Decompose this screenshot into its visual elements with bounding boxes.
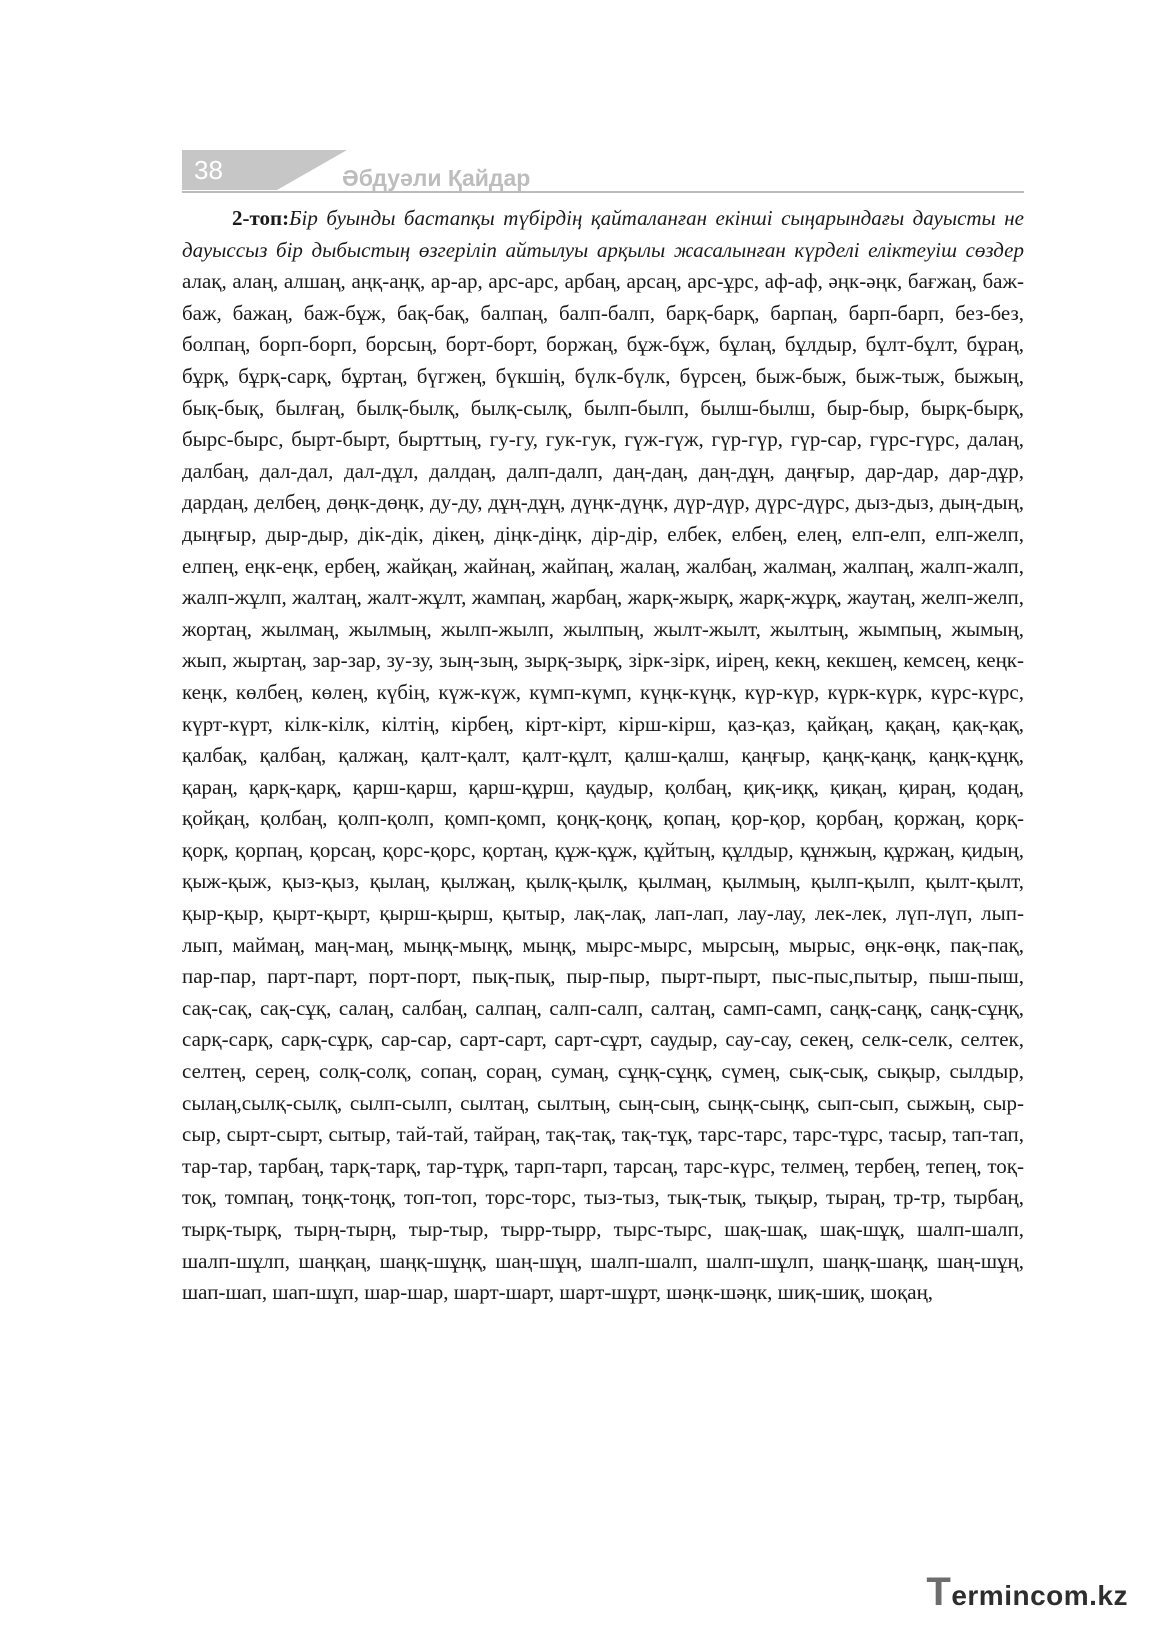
watermark-text: ermincom.kz: [951, 1580, 1128, 1611]
group-label: 2-топ:: [232, 206, 290, 230]
page-number: 38: [194, 155, 223, 185]
page-header: [182, 150, 1024, 194]
word-list: алақ, алаң, алшаң, аңқ-аңқ, ар-ар, арс-арс, арбаң, арсаң, арс-ұрс, аф-аф, әңк-әңк, бағжаң, баж-баж, бажаң, баж-бұж, бақ-бақ, балпаң, балп-балп, барқ-барқ, барпаң, барп-барп, без-без, болпаң, борп-борп, борсың, борт-борт, боржаң, бұж-бұж, бұлаң, бұлдыр, бұлт-бұлт, бұраң, бұрқ, бұрқ-сарқ, бұртаң, бүгжең, бүкшің, бүлк-бүлк, бүрсең, быж-быж, быж-тыж, быжың, бық-бық, былғаң, былқ-былқ, былқ-сылқ, былп-былп, былш-былш, быр-быр, бырқ-бырқ, бырс-бырс, бырт-бырт, бырттың, гу-гу, гук-гук, гүж-гүж, гүр-гүр, гүр-сар, гүрс-гүрс, далаң, далбаң, дал-дал, дал-дұл, далдаң, далп-далп, даң-даң, даң-дұң, даңғыр, дар-дар, дар-дұр, дардаң, делбең, дөңк-дөңк, ду-ду, дұң-дұң, дүңк-дүңк, дүр-дүр, дүрс-дүрс, дыз-дыз, дың-дың, дыңғыр, дыр-дыр, дік-дік, дікең, діңк-діңк, дір-дір, елбек, елбең, елең, елп-елп, елп-желп, елпең, еңк-еңк, ербең, жайқаң, жайнаң, жайпаң, жалаң, жалбаң, жалмаң, жалпаң, жалп-жалп, жалп-жұлп, жалтаң, жалт-жұлт, жампаң, жарбаң, жарқ-жырқ, жарқ-жұрқ, жаутаң, желп-желп, жортаң, жылмаң, жылмың, жылп-жылп, жылпың, жылт-жылт, жылтың, жымпың, жымың, жып, жыртаң, зар-зар, зу-зу, зың-зың, зырқ-зырқ, зірк-зірк, иірең, кекң, кекшең, кемсең, кеңк-кеңк, көлбең, көлең, күбің, күж-күж, күмп-күмп, күңк-күңк, күр-күр, күрк-күрк, күрс-күрс, күрт-күрт, кілк-кілк, кілтің, кірбең, кірт-кірт, кірш-кірш, қаз-қаз, қайқаң, қақаң, қақ-қақ, қалбақ, қалбаң, қалжаң, қалт-қалт, қалт-құлт, қалш-қалш, қаңғыр, қаңқ-қаңқ, қаңқ-құңқ, қараң, қарқ-қарқ, қарш-қарш, қарш-құрш, қаудыр, қолбаң, қиқ-иққ, қиқаң, қираң, қодаң, қойқаң, қолбаң, қолп-қолп, қомп-қомп, қоңқ-қоңқ, қопаң, қор-қор, қорбаң, қоржаң, қорқ-қорқ, қорпаң, қорсаң, қорс-қорс, қортаң, құж-құж, құйтың, құлдыр, құнжың, құржаң, қидың, қыж-қыж, қыз-қыз, қылаң, қылжаң, қылқ-қылқ, қылмаң, қылмың, қылп-қылп, қылт-қылт, қыр-қыр, қырт-қырт, қырш-қырш, қытыр, лақ-лақ, лап-лап, лау-лау, лек-лек, лүп-лүп, лып-лып, маймаң, маң-маң, мыңқ-мыңқ, мыңқ, мырс-мырс, мырсың, мырыс, өңк-өңк, пақ-пақ, пар-пар, парт-парт, порт-порт, пық-пық, пыр-пыр, пырт-пырт, пыс-пыс,пытыр, пыш-пыш, сақ-сақ, сақ-сұқ, салаң, салбаң, салпаң, салп-салп, салтаң, самп-самп, саңқ-саңқ, саңқ-сұңқ, сарқ-сарқ, сарқ-сұрқ, сар-сар, сарт-сарт, сарт-сұрт, саудыр, сау-сау, секең, селк-селк, селтек, селтең, серең, солқ-солқ, сопаң, сораң, сумаң, сұңқ-сұңқ, сүмең, сық-сық, сықыр, сылдыр, сылаң,сылқ-сылқ, сылп-сылп, сылтаң, сылтың, сың-сың, сыңқ-сыңқ, сып-сып, сыжың, сыр-сыр, сырт-сырт, сытыр, тай-тай, тайраң, тақ-тақ, тақ-тұқ, тарс-тарс, тарс-тұрс, тасыр, тап-тап, тар-тар, тарбаң, тарқ-тарқ, тар-тұрқ, тарп-тарп, тарсаң, тарс-күрс, телмең, тербең, тепең, тоқ-тоқ, томпаң, тоңқ-тоңқ, топ-топ, торс-торс, тыз-тыз, тық-тық, тықыр, тыраң, тр-тр, тырбаң, тырқ-тырқ, тырң-тырң, тыр-тыр, тырр-тырр, тырс-тырс, шақ-шақ, шақ-шұқ, шалп-шалп, шалп-шұлп, шаңқаң, шаңқ-шұңқ, шаң-шұң, шалп-шалп, шалп-шұлп, шаңқ-шаңқ, шаң-шұң, шап-шап, шап-шұп, шар-шар, шарт-шарт, шарт-шұрт, шәңк-шәңк, шиқ-шиқ, шоқаң,: [182, 269, 1024, 1305]
site-watermark: [926, 1570, 1128, 1615]
header-rule: [182, 191, 1024, 193]
body-paragraph: [182, 203, 1024, 1309]
page-tab-wedge: [277, 150, 347, 190]
watermark-initial: T: [926, 1570, 952, 1614]
group-definition: Бір буынды бастапқы түбірдің қайталанған екінші сыңарындағы дауысты не дауыссыз бір дыбыстың өзгеріліп айтылуы арқылы жасалынған күрделі еліктеуіш сөздер: [182, 206, 1024, 262]
running-head-author: Әбдуәли Қайдар: [342, 165, 531, 191]
